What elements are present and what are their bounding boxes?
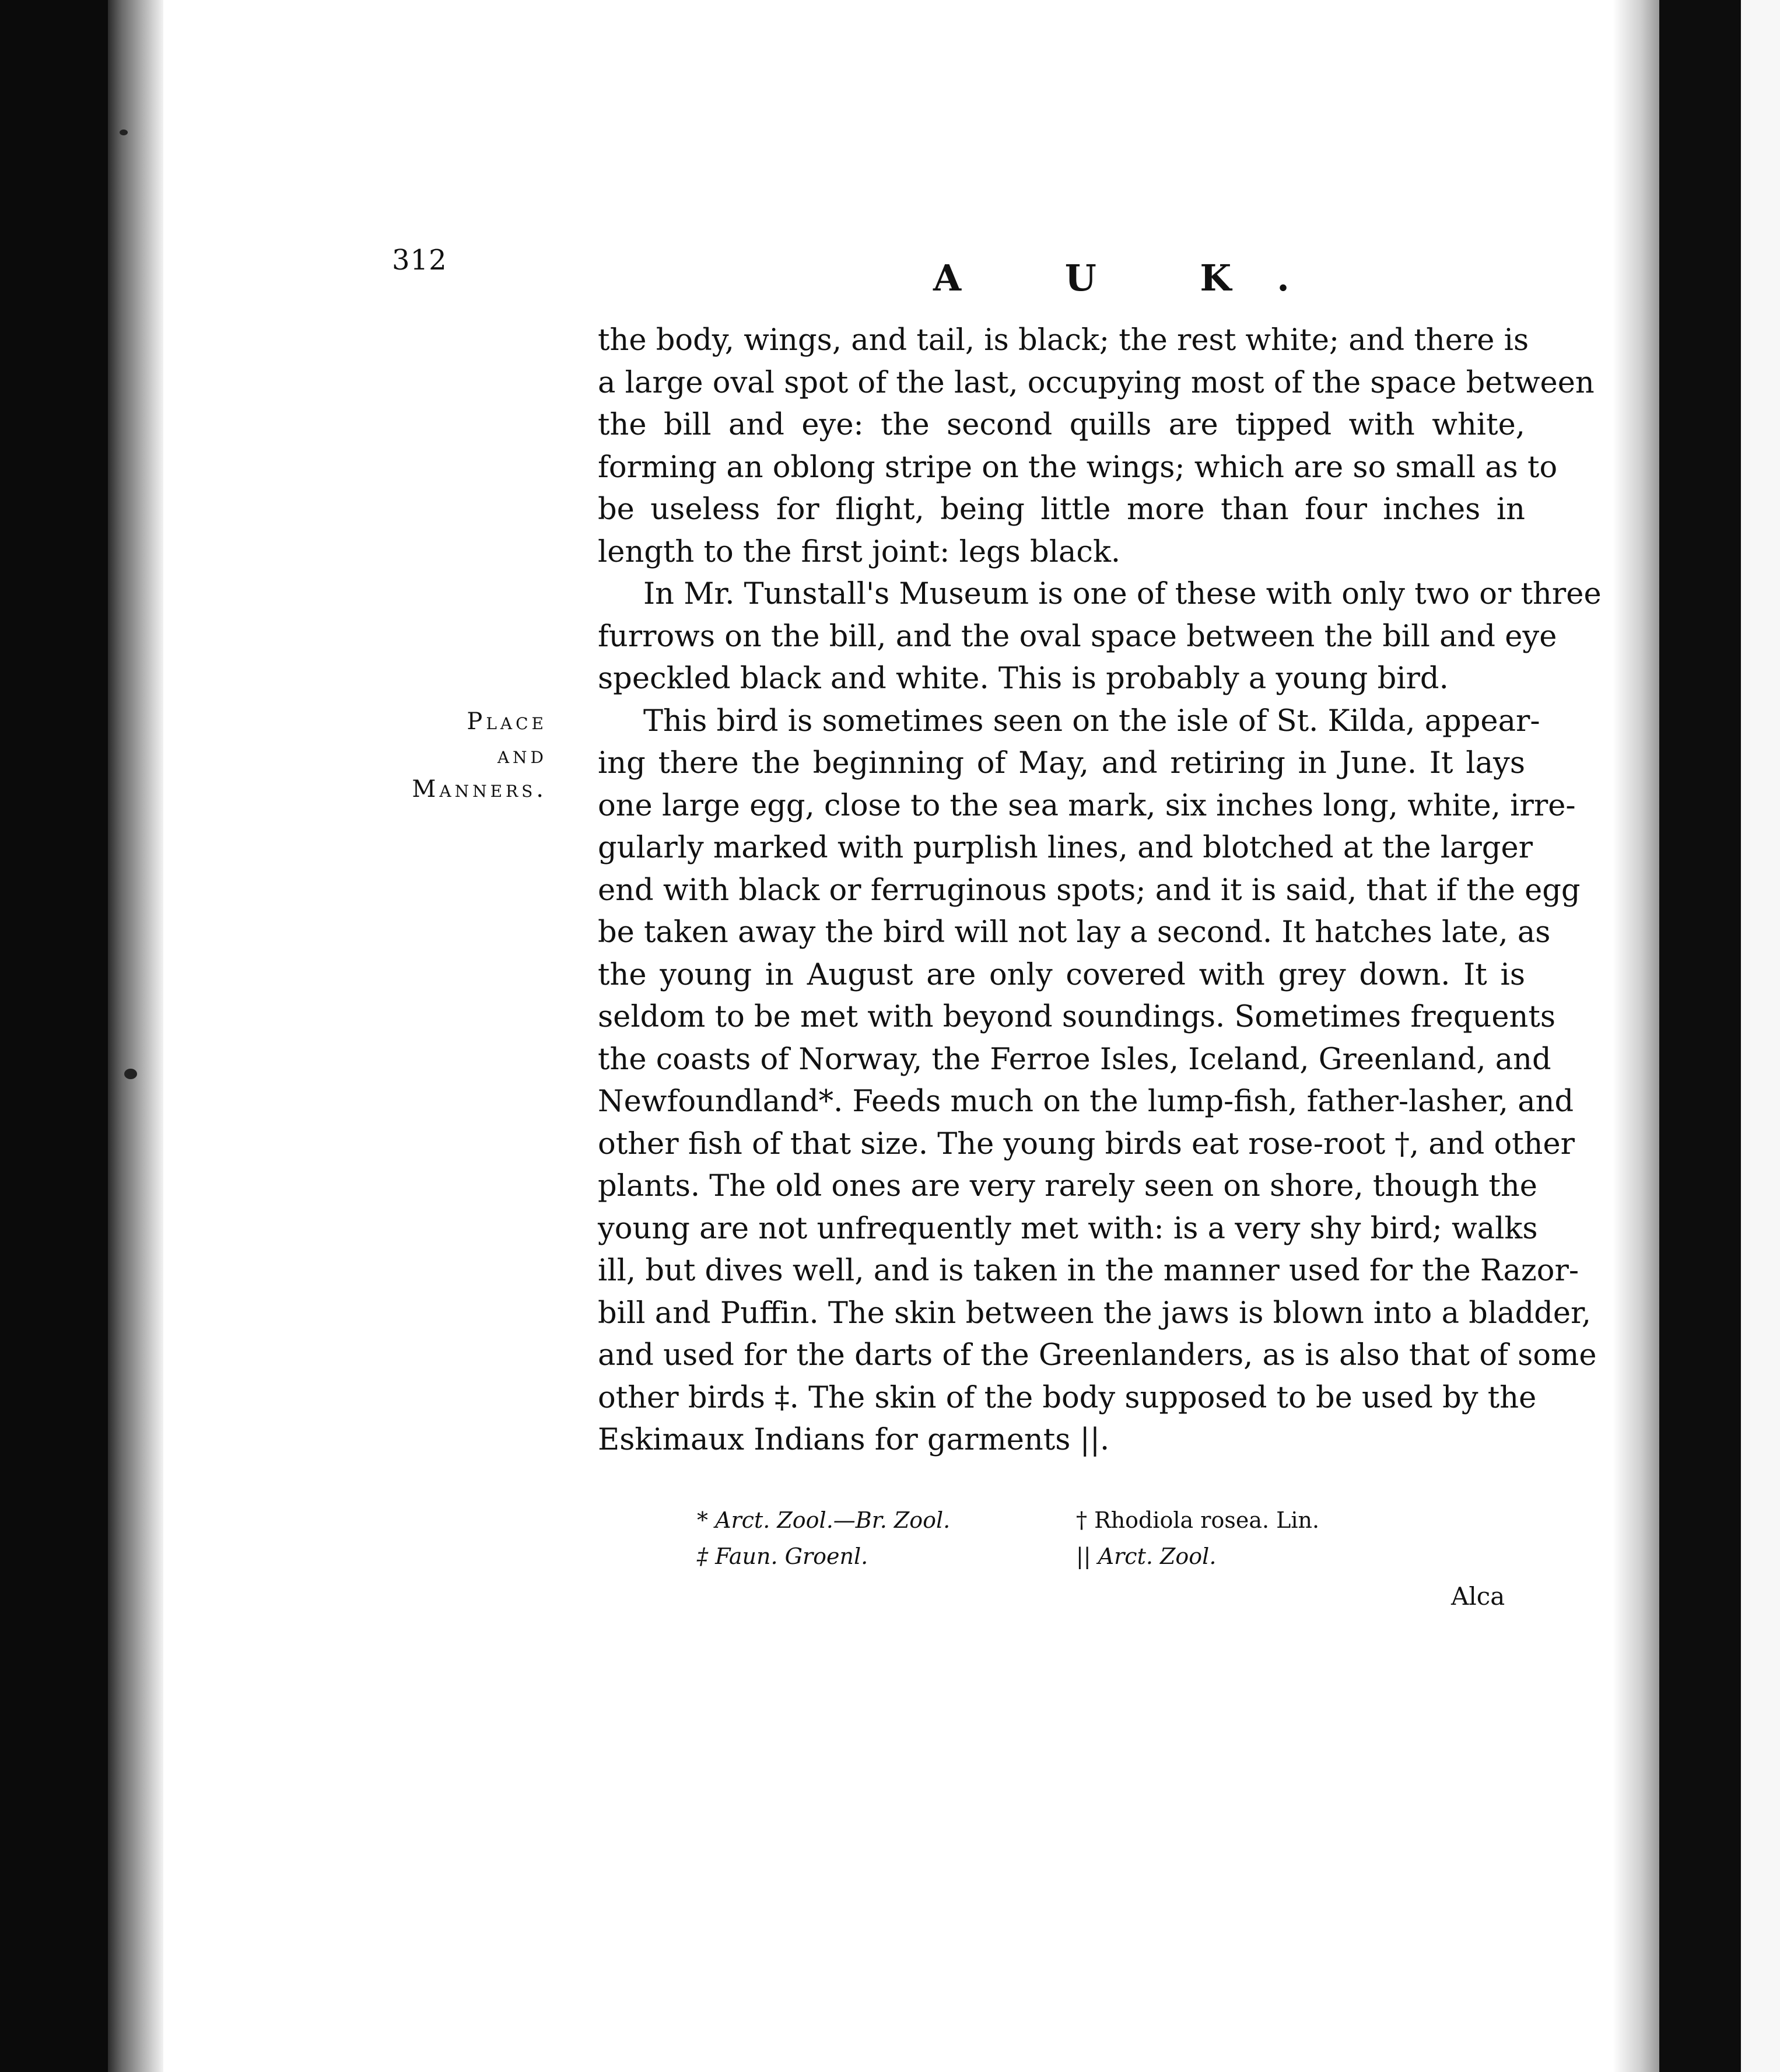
footnote: * Arct. Zool.—Br. Zool. <box>697 1507 951 1533</box>
paragraph <box>598 701 1597 1462</box>
text-line: furrows on the bill, and the oval space between the bill and eye <box>598 619 1557 654</box>
next-page-sliver <box>1741 0 1780 2072</box>
text-line: the bill and eye: the second quills are tipped with white, <box>598 408 1525 442</box>
text-line: length to the first joint: legs black. <box>598 534 1121 569</box>
text-line: Newfoundland*. Feeds much on the lump-fish, father-lasher, and <box>598 1084 1574 1119</box>
text-line: and used for the darts of the Greenlanders, as is also that of some <box>598 1338 1597 1373</box>
running-head: A U K. <box>933 257 1335 299</box>
text-line: ing there the beginning of May, and retiring in June. It lays <box>598 746 1525 780</box>
text-line: the coasts of Norway, the Ferroe Isles, Iceland, Greenland, and <box>598 1042 1551 1077</box>
page-right-shadow <box>1613 0 1659 2072</box>
scan-edge-right <box>1659 0 1741 2072</box>
text-line: This bird is sometimes seen on the isle of St. Kilda, appear- <box>643 704 1540 738</box>
text-line: ill, but dives well, and is taken in the manner used for the Razor- <box>598 1254 1579 1288</box>
text-line: other fish of that size. The young birds eat rose-root †, and other <box>598 1126 1575 1161</box>
page-number: 312 <box>392 244 447 276</box>
footnote: † Rhodiola rosea. Lin. <box>1076 1507 1320 1533</box>
text-line: speckled black and white. This is probably a young bird. <box>598 662 1449 696</box>
margin-note-line: Manners. <box>412 776 547 803</box>
text-line: plants. The old ones are very rarely seen on shore, though the <box>598 1169 1537 1203</box>
text-line: gularly marked with purplish lines, and blotched at the larger <box>598 831 1533 865</box>
scan-edge-left <box>0 0 108 2072</box>
text-line: other birds ‡. The skin of the body supposed to be used by the <box>598 1380 1537 1415</box>
footnotes <box>697 1502 1397 1574</box>
footnote-row <box>697 1502 1397 1538</box>
margin-note-line: Place and <box>467 708 547 769</box>
scan-speck <box>120 130 128 135</box>
footnote-row <box>697 1538 1397 1574</box>
text-line: one large egg, close to the sea mark, six inches long, white, irre- <box>598 788 1576 823</box>
text-line: seldom to be met with beyond soundings. Sometimes frequents <box>598 1000 1556 1034</box>
text-line: the young in August are only covered with grey down. It is <box>598 957 1525 992</box>
paragraph <box>598 573 1602 701</box>
text-line: be taken away the bird will not lay a second. It hatches late, as <box>598 915 1551 950</box>
text-line: bill and Puffin. The skin between the jaws is blown into a bladder, <box>598 1296 1592 1331</box>
text-line: end with black or ferruginous spots; and it is said, that if the egg <box>598 873 1581 908</box>
scan-speck <box>124 1069 137 1079</box>
text-line: a large oval spot of the last, occupying most of the space between <box>598 365 1595 400</box>
footnote: || Arct. Zool. <box>1076 1544 1217 1569</box>
paragraph <box>598 320 1595 573</box>
text-line: be useless for flight, being little more than four inches in <box>598 492 1525 527</box>
text-line: In Mr. Tunstall's Museum is one of these with only two or three <box>643 577 1602 611</box>
page-gutter-shadow <box>108 0 163 2072</box>
footnote: ‡ Faun. Groenl. <box>697 1544 868 1569</box>
text-line: Eskimaux Indians for garments ||. <box>598 1423 1110 1457</box>
margin-note <box>408 705 547 806</box>
body-text <box>598 320 1602 1462</box>
text-line: the body, wings, and tail, is black; the rest white; and there is <box>598 323 1529 358</box>
text-line: young are not unfrequently met with: is a very shy bird; walks <box>598 1211 1538 1246</box>
catchword: Alca <box>1451 1582 1505 1611</box>
text-line: forming an oblong stripe on the wings; which are so small as to <box>598 450 1558 485</box>
